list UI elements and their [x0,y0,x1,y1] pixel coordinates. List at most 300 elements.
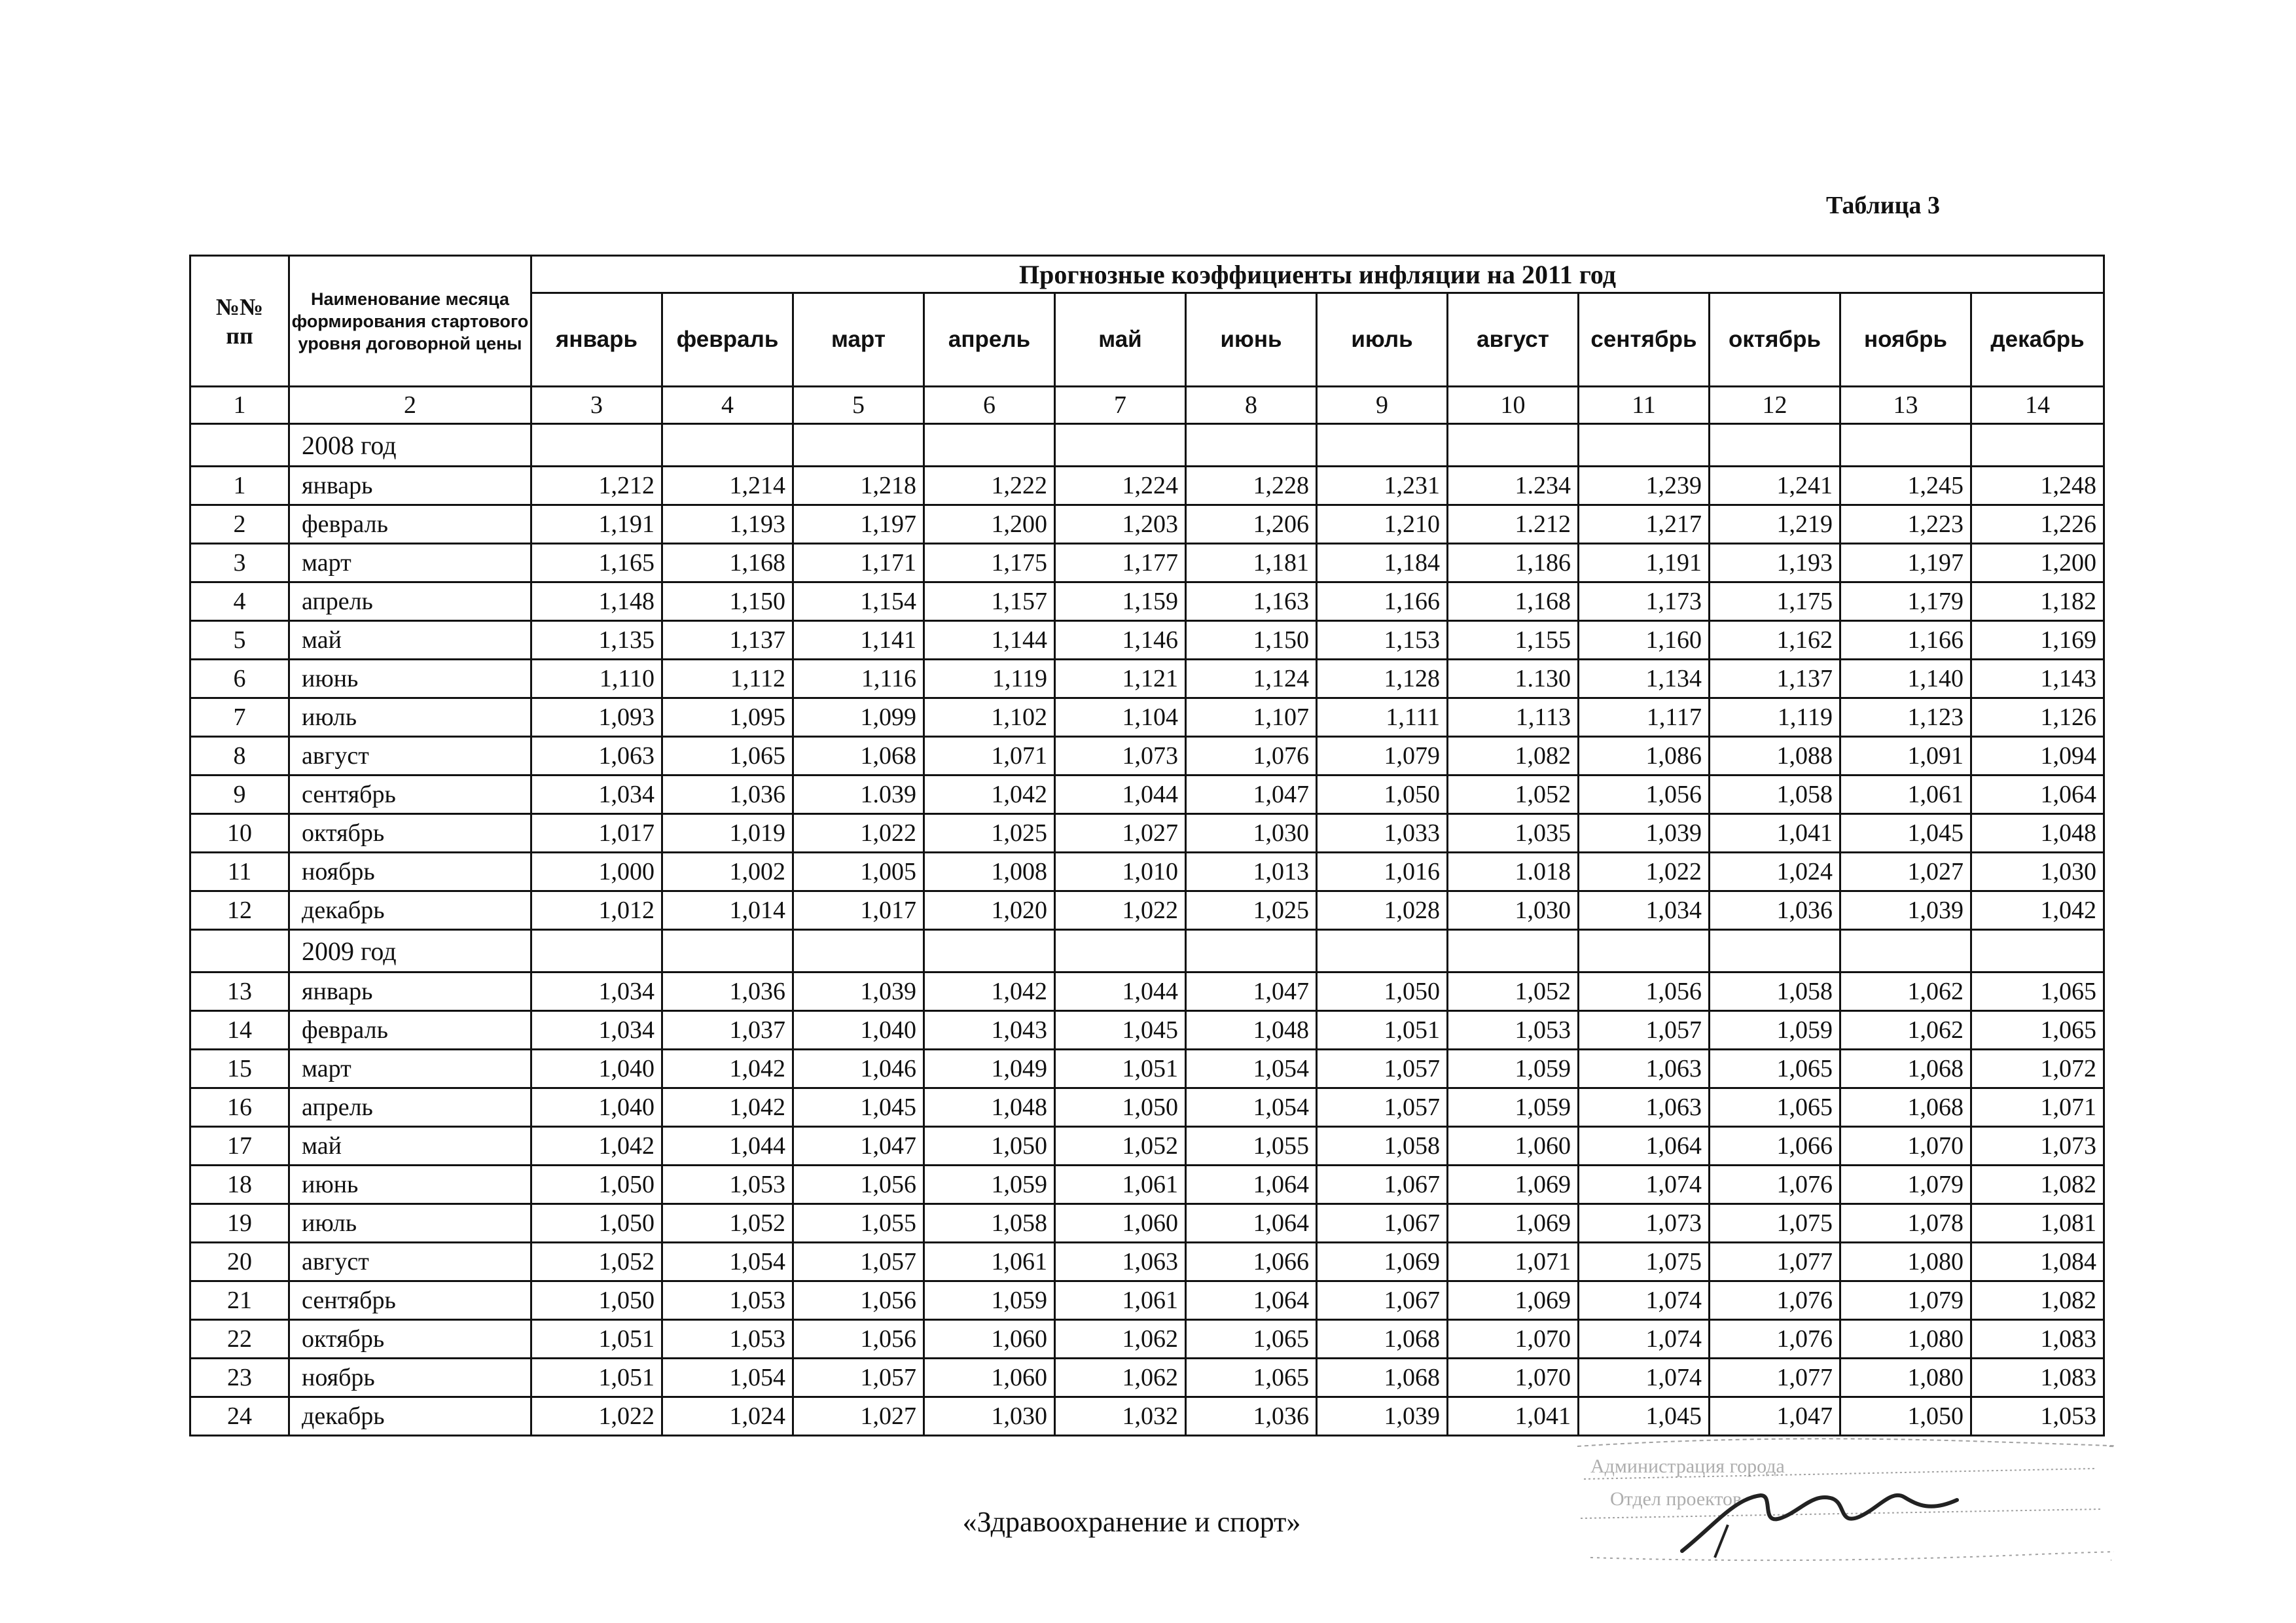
table-row [190,814,2104,853]
coefficient-cell: 1,173 [1579,582,1710,621]
row-month-name: декабрь [289,891,531,930]
coefficient-cell: 1,066 [1186,1243,1317,1281]
header-index-cell: 8 [1186,387,1317,424]
coefficient-cell: 1,124 [1186,660,1317,698]
coefficient-cell: 1,045 [1840,814,1971,853]
empty-cell [662,424,793,467]
coefficient-cell: 1,057 [793,1359,924,1397]
row-month-name: июль [289,698,531,737]
coefficient-cell: 1,197 [793,505,924,544]
coefficient-cell: 1,056 [1579,776,1710,814]
coefficient-cell: 1,091 [1840,737,1971,776]
header-index-cell: 12 [1710,387,1840,424]
table-header [190,256,2104,424]
coefficient-cell: 1,119 [1710,698,1840,737]
coefficient-cell: 1,068 [1840,1088,1971,1127]
coefficient-cell: 1,047 [1710,1397,1840,1436]
coefficient-cell: 1,065 [1710,1050,1840,1088]
coefficient-cell: 1,126 [1971,698,2104,737]
empty-cell [190,424,289,467]
coefficient-cell: 1,169 [1971,621,2104,660]
table-row [190,621,2104,660]
row-number: 4 [190,582,289,621]
empty-cell [190,930,289,972]
header-index-cell: 2 [289,387,531,424]
coefficient-cell: 1,191 [1579,544,1710,582]
coefficient-cell: 1,063 [1579,1088,1710,1127]
empty-cell [1448,424,1579,467]
row-number: 3 [190,544,289,582]
header-month-3: март [793,293,924,387]
table-row [190,1320,2104,1359]
coefficient-cell: 1,037 [662,1011,793,1050]
coefficient-cell: 1,079 [1840,1281,1971,1320]
coefficient-cell: 1,050 [1840,1397,1971,1436]
table-row [190,1243,2104,1281]
coefficient-cell: 1,159 [1055,582,1186,621]
coefficient-cell: 1,153 [1317,621,1448,660]
coefficient-cell: 1,036 [1710,891,1840,930]
coefficient-cell: 1,065 [1971,972,2104,1011]
coefficient-cell: 1,155 [1448,621,1579,660]
header-number-column: №№ пп [190,256,289,387]
coefficient-cell: 1,165 [531,544,662,582]
row-number: 19 [190,1204,289,1243]
coefficient-cell: 1,043 [924,1011,1055,1050]
coefficient-cell: 1,065 [662,737,793,776]
coefficient-cell: 1,137 [662,621,793,660]
coefficient-cell: 1,027 [1840,853,1971,891]
coefficient-cell: 1.018 [1448,853,1579,891]
coefficient-cell: 1,055 [1186,1127,1317,1166]
coefficient-cell: 1,168 [1448,582,1579,621]
coefficient-cell: 1,071 [1971,1088,2104,1127]
coefficient-cell: 1,052 [1055,1127,1186,1166]
coefficient-cell: 1,068 [1317,1359,1448,1397]
coefficient-cell: 1,218 [793,467,924,505]
coefficient-cell: 1,140 [1840,660,1971,698]
coefficient-cell: 1,086 [1579,737,1710,776]
empty-cell [1055,930,1186,972]
header-month-9: сентябрь [1579,293,1710,387]
coefficient-cell: 1,248 [1971,467,2104,505]
coefficient-cell: 1,177 [1055,544,1186,582]
signature-stamp [1564,1427,2114,1571]
coefficient-cell: 1,036 [662,776,793,814]
coefficient-cell: 1,203 [1055,505,1186,544]
svg-text:Администрация города: Администрация города [1590,1455,1785,1477]
coefficient-cell: 1,068 [1317,1320,1448,1359]
coefficient-cell: 1,075 [1579,1243,1710,1281]
coefficient-cell: 1,053 [662,1320,793,1359]
row-month-name: октябрь [289,1320,531,1359]
coefficient-cell: 1.234 [1448,467,1579,505]
coefficient-cell: 1,014 [662,891,793,930]
coefficient-cell: 1,008 [924,853,1055,891]
coefficient-cell: 1,102 [924,698,1055,737]
coefficient-cell: 1,049 [924,1050,1055,1088]
coefficient-cell: 1,063 [531,737,662,776]
row-month-name: март [289,1050,531,1088]
coefficient-cell: 1,063 [1055,1243,1186,1281]
table-label: Таблица 3 [1826,192,1941,219]
coefficient-cell: 1,052 [531,1243,662,1281]
empty-cell [1317,424,1448,467]
coefficient-cell: 1,054 [1186,1088,1317,1127]
coefficient-cell: 1,005 [793,853,924,891]
inflation-table-container [189,255,2103,1436]
coefficient-cell: 1,057 [793,1243,924,1281]
empty-cell [1971,424,2104,467]
empty-cell [1317,930,1448,972]
coefficient-cell: 1,034 [531,1011,662,1050]
header-index-row [190,387,2104,424]
coefficient-cell: 1,070 [1840,1127,1971,1166]
table-row [190,582,2104,621]
coefficient-cell: 1,239 [1579,467,1710,505]
coefficient-cell: 1,054 [1186,1050,1317,1088]
coefficient-cell: 1,064 [1186,1166,1317,1204]
header-index-cell: 11 [1579,387,1710,424]
coefficient-cell: 1,119 [924,660,1055,698]
coefficient-cell: 1,080 [1840,1243,1971,1281]
header-index-cell: 6 [924,387,1055,424]
coefficient-cell: 1,060 [924,1320,1055,1359]
coefficient-cell: 1,052 [662,1204,793,1243]
coefficient-cell: 1,057 [1317,1050,1448,1088]
coefficient-cell: 1,088 [1710,737,1840,776]
coefficient-cell: 1,074 [1579,1359,1710,1397]
coefficient-cell: 1,143 [1971,660,2104,698]
coefficient-cell: 1,030 [1448,891,1579,930]
coefficient-cell: 1,010 [1055,853,1186,891]
coefficient-cell: 1,197 [1840,544,1971,582]
empty-cell [1448,930,1579,972]
coefficient-cell: 1,042 [1971,891,2104,930]
row-month-name: декабрь [289,1397,531,1436]
coefficient-cell: 1,095 [662,698,793,737]
coefficient-cell: 1,042 [662,1088,793,1127]
coefficient-cell: 1,217 [1579,505,1710,544]
row-number: 6 [190,660,289,698]
header-month-7: июль [1317,293,1448,387]
table-row [190,972,2104,1011]
header-index-cell: 7 [1055,387,1186,424]
row-month-name: июнь [289,660,531,698]
header-month-4: апрель [924,293,1055,387]
row-number: 16 [190,1088,289,1127]
coefficient-cell: 1,062 [1055,1359,1186,1397]
coefficient-cell: 1,042 [531,1127,662,1166]
row-number: 18 [190,1166,289,1204]
coefficient-cell: 1,050 [531,1281,662,1320]
coefficient-cell: 1,039 [1579,814,1710,853]
coefficient-cell: 1,080 [1840,1359,1971,1397]
coefficient-cell: 1,034 [1579,891,1710,930]
coefficient-cell: 1,025 [924,814,1055,853]
table-row [190,1088,2104,1127]
header-month-6: июнь [1186,293,1317,387]
coefficient-cell: 1,077 [1710,1359,1840,1397]
table-row [190,1166,2104,1204]
table-body [190,424,2104,1436]
coefficient-cell: 1,054 [662,1359,793,1397]
coefficient-cell: 1,064 [1186,1281,1317,1320]
coefficient-cell: 1,045 [1055,1011,1186,1050]
coefficient-cell: 1,062 [1055,1320,1186,1359]
coefficient-cell: 1,047 [1186,776,1317,814]
row-number: 23 [190,1359,289,1397]
coefficient-cell: 1,040 [531,1050,662,1088]
coefficient-cell: 1,022 [1055,891,1186,930]
empty-cell [924,424,1055,467]
row-number: 17 [190,1127,289,1166]
table-row [190,1050,2104,1088]
coefficient-cell: 1,073 [1971,1127,2104,1166]
coefficient-cell: 1,050 [1317,972,1448,1011]
coefficient-cell: 1,171 [793,544,924,582]
coefficient-cell: 1,212 [531,467,662,505]
coefficient-cell: 1,193 [1710,544,1840,582]
coefficient-cell: 1,050 [1055,1088,1186,1127]
row-month-name: февраль [289,1011,531,1050]
coefficient-cell: 1,053 [662,1166,793,1204]
coefficient-cell: 1,107 [1186,698,1317,737]
header-index-cell: 13 [1840,387,1971,424]
coefficient-cell: 1,067 [1317,1281,1448,1320]
coefficient-cell: 1.130 [1448,660,1579,698]
coefficient-cell: 1,063 [1579,1050,1710,1088]
coefficient-cell: 1,044 [1055,776,1186,814]
row-month-name: июль [289,1204,531,1243]
coefficient-cell: 1,069 [1448,1204,1579,1243]
header-month-11: ноябрь [1840,293,1971,387]
coefficient-cell: 1,059 [1448,1088,1579,1127]
coefficient-cell: 1,179 [1840,582,1971,621]
coefficient-cell: 1,036 [662,972,793,1011]
row-month-name: август [289,1243,531,1281]
row-number: 15 [190,1050,289,1088]
coefficient-cell: 1,057 [1579,1011,1710,1050]
coefficient-cell: 1,057 [1317,1088,1448,1127]
table-row [190,737,2104,776]
coefficient-cell: 1,075 [1710,1204,1840,1243]
coefficient-cell: 1,050 [531,1166,662,1204]
coefficient-cell: 1,066 [1710,1127,1840,1166]
coefficient-cell: 1,079 [1317,737,1448,776]
coefficient-cell: 1,135 [531,621,662,660]
coefficient-cell: 1,016 [1317,853,1448,891]
coefficient-cell: 1,113 [1448,698,1579,737]
row-month-name: май [289,621,531,660]
coefficient-cell: 1,080 [1840,1320,1971,1359]
coefficient-cell: 1,228 [1186,467,1317,505]
coefficient-cell: 1,060 [924,1359,1055,1397]
coefficient-cell: 1,062 [1840,1011,1971,1050]
empty-cell [1055,424,1186,467]
coefficient-cell: 1,030 [924,1397,1055,1436]
coefficient-cell: 1,059 [924,1166,1055,1204]
coefficient-cell: 1,175 [924,544,1055,582]
table-row [190,853,2104,891]
empty-cell [793,424,924,467]
table-row [190,505,2104,544]
coefficient-cell: 1,093 [531,698,662,737]
stamp-text [1590,1455,1785,1510]
coefficient-cell: 1,058 [1710,972,1840,1011]
table-row [190,891,2104,930]
row-number: 14 [190,1011,289,1050]
coefficient-cell: 1,027 [1055,814,1186,853]
coefficient-cell: 1.212 [1448,505,1579,544]
coefficient-cell: 1,056 [1579,972,1710,1011]
coefficient-cell: 1,024 [1710,853,1840,891]
coefficient-cell: 1,111 [1317,698,1448,737]
coefficient-cell: 1,166 [1840,621,1971,660]
coefficient-cell: 1,073 [1579,1204,1710,1243]
empty-cell [1579,424,1710,467]
row-number: 5 [190,621,289,660]
coefficient-cell: 1,019 [662,814,793,853]
coefficient-cell: 1,099 [793,698,924,737]
coefficient-cell: 1,061 [1840,776,1971,814]
coefficient-cell: 1,061 [1055,1166,1186,1204]
coefficient-cell: 1,175 [1710,582,1840,621]
coefficient-cell: 1,068 [793,737,924,776]
header-month-5: май [1055,293,1186,387]
coefficient-cell: 1,068 [1840,1050,1971,1088]
coefficient-cell: 1,193 [662,505,793,544]
row-month-name: май [289,1127,531,1166]
empty-cell [793,930,924,972]
coefficient-cell: 1,065 [1971,1011,2104,1050]
coefficient-cell: 1,065 [1186,1359,1317,1397]
row-month-name: январь [289,972,531,1011]
header-month-1: январь [531,293,662,387]
coefficient-cell: 1,223 [1840,505,1971,544]
coefficient-cell: 1,186 [1448,544,1579,582]
coefficient-cell: 1,150 [1186,621,1317,660]
coefficient-cell: 1,210 [1317,505,1448,544]
row-month-name: сентябрь [289,776,531,814]
coefficient-cell: 1,059 [1448,1050,1579,1088]
coefficient-cell: 1,040 [793,1011,924,1050]
table-row [190,544,2104,582]
coefficient-cell: 1,200 [1971,544,2104,582]
coefficient-cell: 1,052 [1448,776,1579,814]
coefficient-cell: 1,134 [1579,660,1710,698]
coefficient-cell: 1,071 [1448,1243,1579,1281]
coefficient-cell: 1,064 [1579,1127,1710,1166]
coefficient-cell: 1,070 [1448,1320,1579,1359]
coefficient-cell: 1.039 [793,776,924,814]
inflation-coefficients-table [189,255,2105,1436]
coefficient-cell: 1,060 [1448,1127,1579,1166]
header-month-10: октябрь [1710,293,1840,387]
row-month-name: апрель [289,582,531,621]
coefficient-cell: 1,022 [793,814,924,853]
coefficient-cell: 1,012 [531,891,662,930]
coefficient-cell: 1,082 [1971,1281,2104,1320]
row-month-name: август [289,737,531,776]
coefficient-cell: 1,040 [531,1088,662,1127]
coefficient-cell: 1,039 [1317,1397,1448,1436]
empty-cell [1840,930,1971,972]
empty-cell [1971,930,2104,972]
coefficient-cell: 1,184 [1317,544,1448,582]
coefficient-cell: 1,050 [531,1204,662,1243]
coefficient-cell: 1,059 [1710,1011,1840,1050]
table-row [190,1204,2104,1243]
coefficient-cell: 1,084 [1971,1243,2104,1281]
coefficient-cell: 1,150 [662,582,793,621]
coefficient-cell: 1,041 [1710,814,1840,853]
coefficient-cell: 1,222 [924,467,1055,505]
table-row [190,698,2104,737]
row-number: 24 [190,1397,289,1436]
row-number: 2 [190,505,289,544]
year-section-row [190,424,2104,467]
coefficient-cell: 1,224 [1055,467,1186,505]
coefficient-cell: 1,053 [662,1281,793,1320]
coefficient-cell: 1,056 [793,1281,924,1320]
svg-text:Отдел проектов: Отдел проектов [1610,1488,1742,1510]
empty-cell [1710,930,1840,972]
coefficient-cell: 1,024 [662,1397,793,1436]
header-month-2: февраль [662,293,793,387]
coefficient-cell: 1,083 [1971,1359,2104,1397]
coefficient-cell: 1,214 [662,467,793,505]
coefficient-cell: 1,052 [1448,972,1579,1011]
empty-cell [1186,930,1317,972]
coefficient-cell: 1,036 [1186,1397,1317,1436]
coefficient-cell: 1,072 [1971,1050,2104,1088]
row-number: 10 [190,814,289,853]
header-group-title: Прогнозные коэффициенты инфляции на 2011 год [531,256,2104,293]
coefficient-cell: 1,078 [1840,1204,1971,1243]
header-index-cell: 4 [662,387,793,424]
coefficient-cell: 1,241 [1710,467,1840,505]
coefficient-cell: 1,042 [924,972,1055,1011]
coefficient-cell: 1,182 [1971,582,2104,621]
coefficient-cell: 1,042 [924,776,1055,814]
table-row [190,1359,2104,1397]
coefficient-cell: 1,069 [1448,1166,1579,1204]
coefficient-cell: 1,048 [1971,814,2104,853]
coefficient-cell: 1,074 [1579,1166,1710,1204]
coefficient-cell: 1,141 [793,621,924,660]
coefficient-cell: 1,137 [1710,660,1840,698]
coefficient-cell: 1,046 [793,1050,924,1088]
coefficient-cell: 1,017 [793,891,924,930]
coefficient-cell: 1,069 [1317,1243,1448,1281]
coefficient-cell: 1,163 [1186,582,1317,621]
row-month-name: февраль [289,505,531,544]
coefficient-cell: 1,070 [1448,1359,1579,1397]
table-row [190,660,2104,698]
coefficient-cell: 1,206 [1186,505,1317,544]
coefficient-cell: 1,027 [793,1397,924,1436]
coefficient-cell: 1,028 [1317,891,1448,930]
coefficient-cell: 1,081 [1971,1204,2104,1243]
coefficient-cell: 1,076 [1186,737,1317,776]
empty-cell [924,930,1055,972]
coefficient-cell: 1,051 [1317,1011,1448,1050]
coefficient-cell: 1,051 [531,1320,662,1359]
row-month-name: январь [289,467,531,505]
coefficient-cell: 1,041 [1448,1397,1579,1436]
table-row [190,1281,2104,1320]
